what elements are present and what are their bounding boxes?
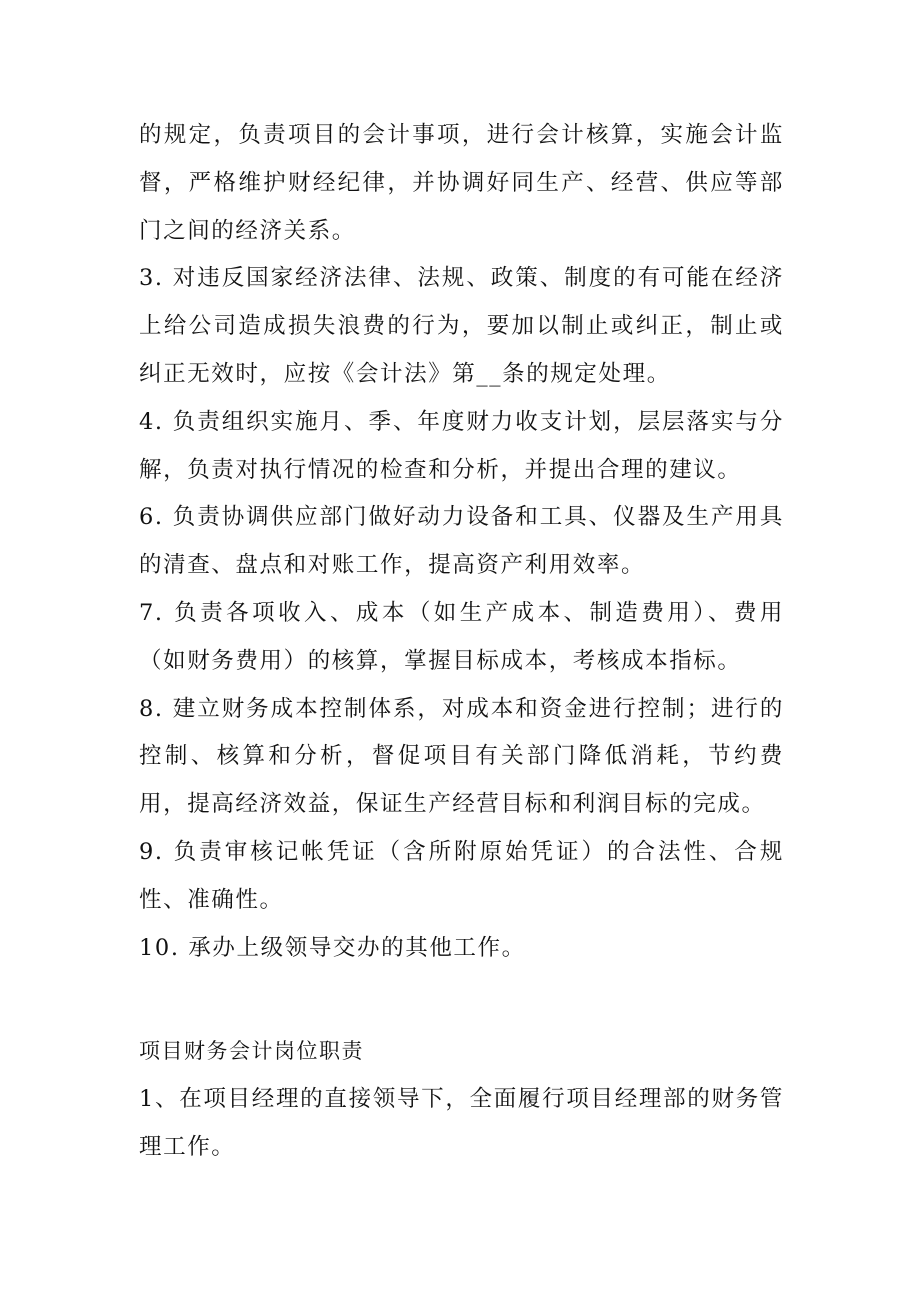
paragraph-duty-1: 1、在项目经理的直接领导下，全面履行项目经理部的财务管理工作。 <box>139 1086 784 1160</box>
paragraph-supervision: 的规定，负责项目的会计事项，进行会计核算，实施会计监督，严格维护财经纪律，并协调好同生产、经营、供应等部门之间的经济关系。 <box>139 122 784 244</box>
paragraph-item-10: 10. 承办上级领导交办的其他工作。 <box>139 934 526 961</box>
paragraph-item-9: 9. 负责审核记帐凭证（含所附原始凭证）的合法性、合规性、准确性。 <box>139 838 784 913</box>
section-spacer <box>139 972 784 1028</box>
paragraph-item-8: 8. 建立财务成本控制体系，对成本和资金进行控制；进行的控制、核算和分析，督促项目有关部门降低消耗，节约费用，提高经济效益，保证生产经营目标和利润目标的完成。 <box>139 695 784 818</box>
section-heading: 项目财务会计岗位职责 <box>139 1039 364 1064</box>
paragraph-item-6: 6. 负责协调供应部门做好动力设备和工具、仪器及生产用具的清查、盘点和对账工作，提高资产利用效率。 <box>139 504 784 579</box>
document-body <box>139 112 784 1172</box>
paragraph-item-3: 3. 对违反国家经济法律、法规、政策、制度的有可能在经济上给公司造成损失浪费的行为，要加以制止或纠正，制止或纠正无效时，应按《会计法》第__条的规定处理。 <box>139 265 784 387</box>
paragraph-item-4: 4. 负责组织实施月、季、年度财力收支计划，层层落实与分解，负责对执行情况的检查和分析，并提出合理的建议。 <box>139 408 784 483</box>
paragraph-item-7: 7. 负责各项收入、成本（如生产成本、制造费用）、费用（如财务费用）的核算，掌握目标成本，考核成本指标。 <box>139 599 784 674</box>
